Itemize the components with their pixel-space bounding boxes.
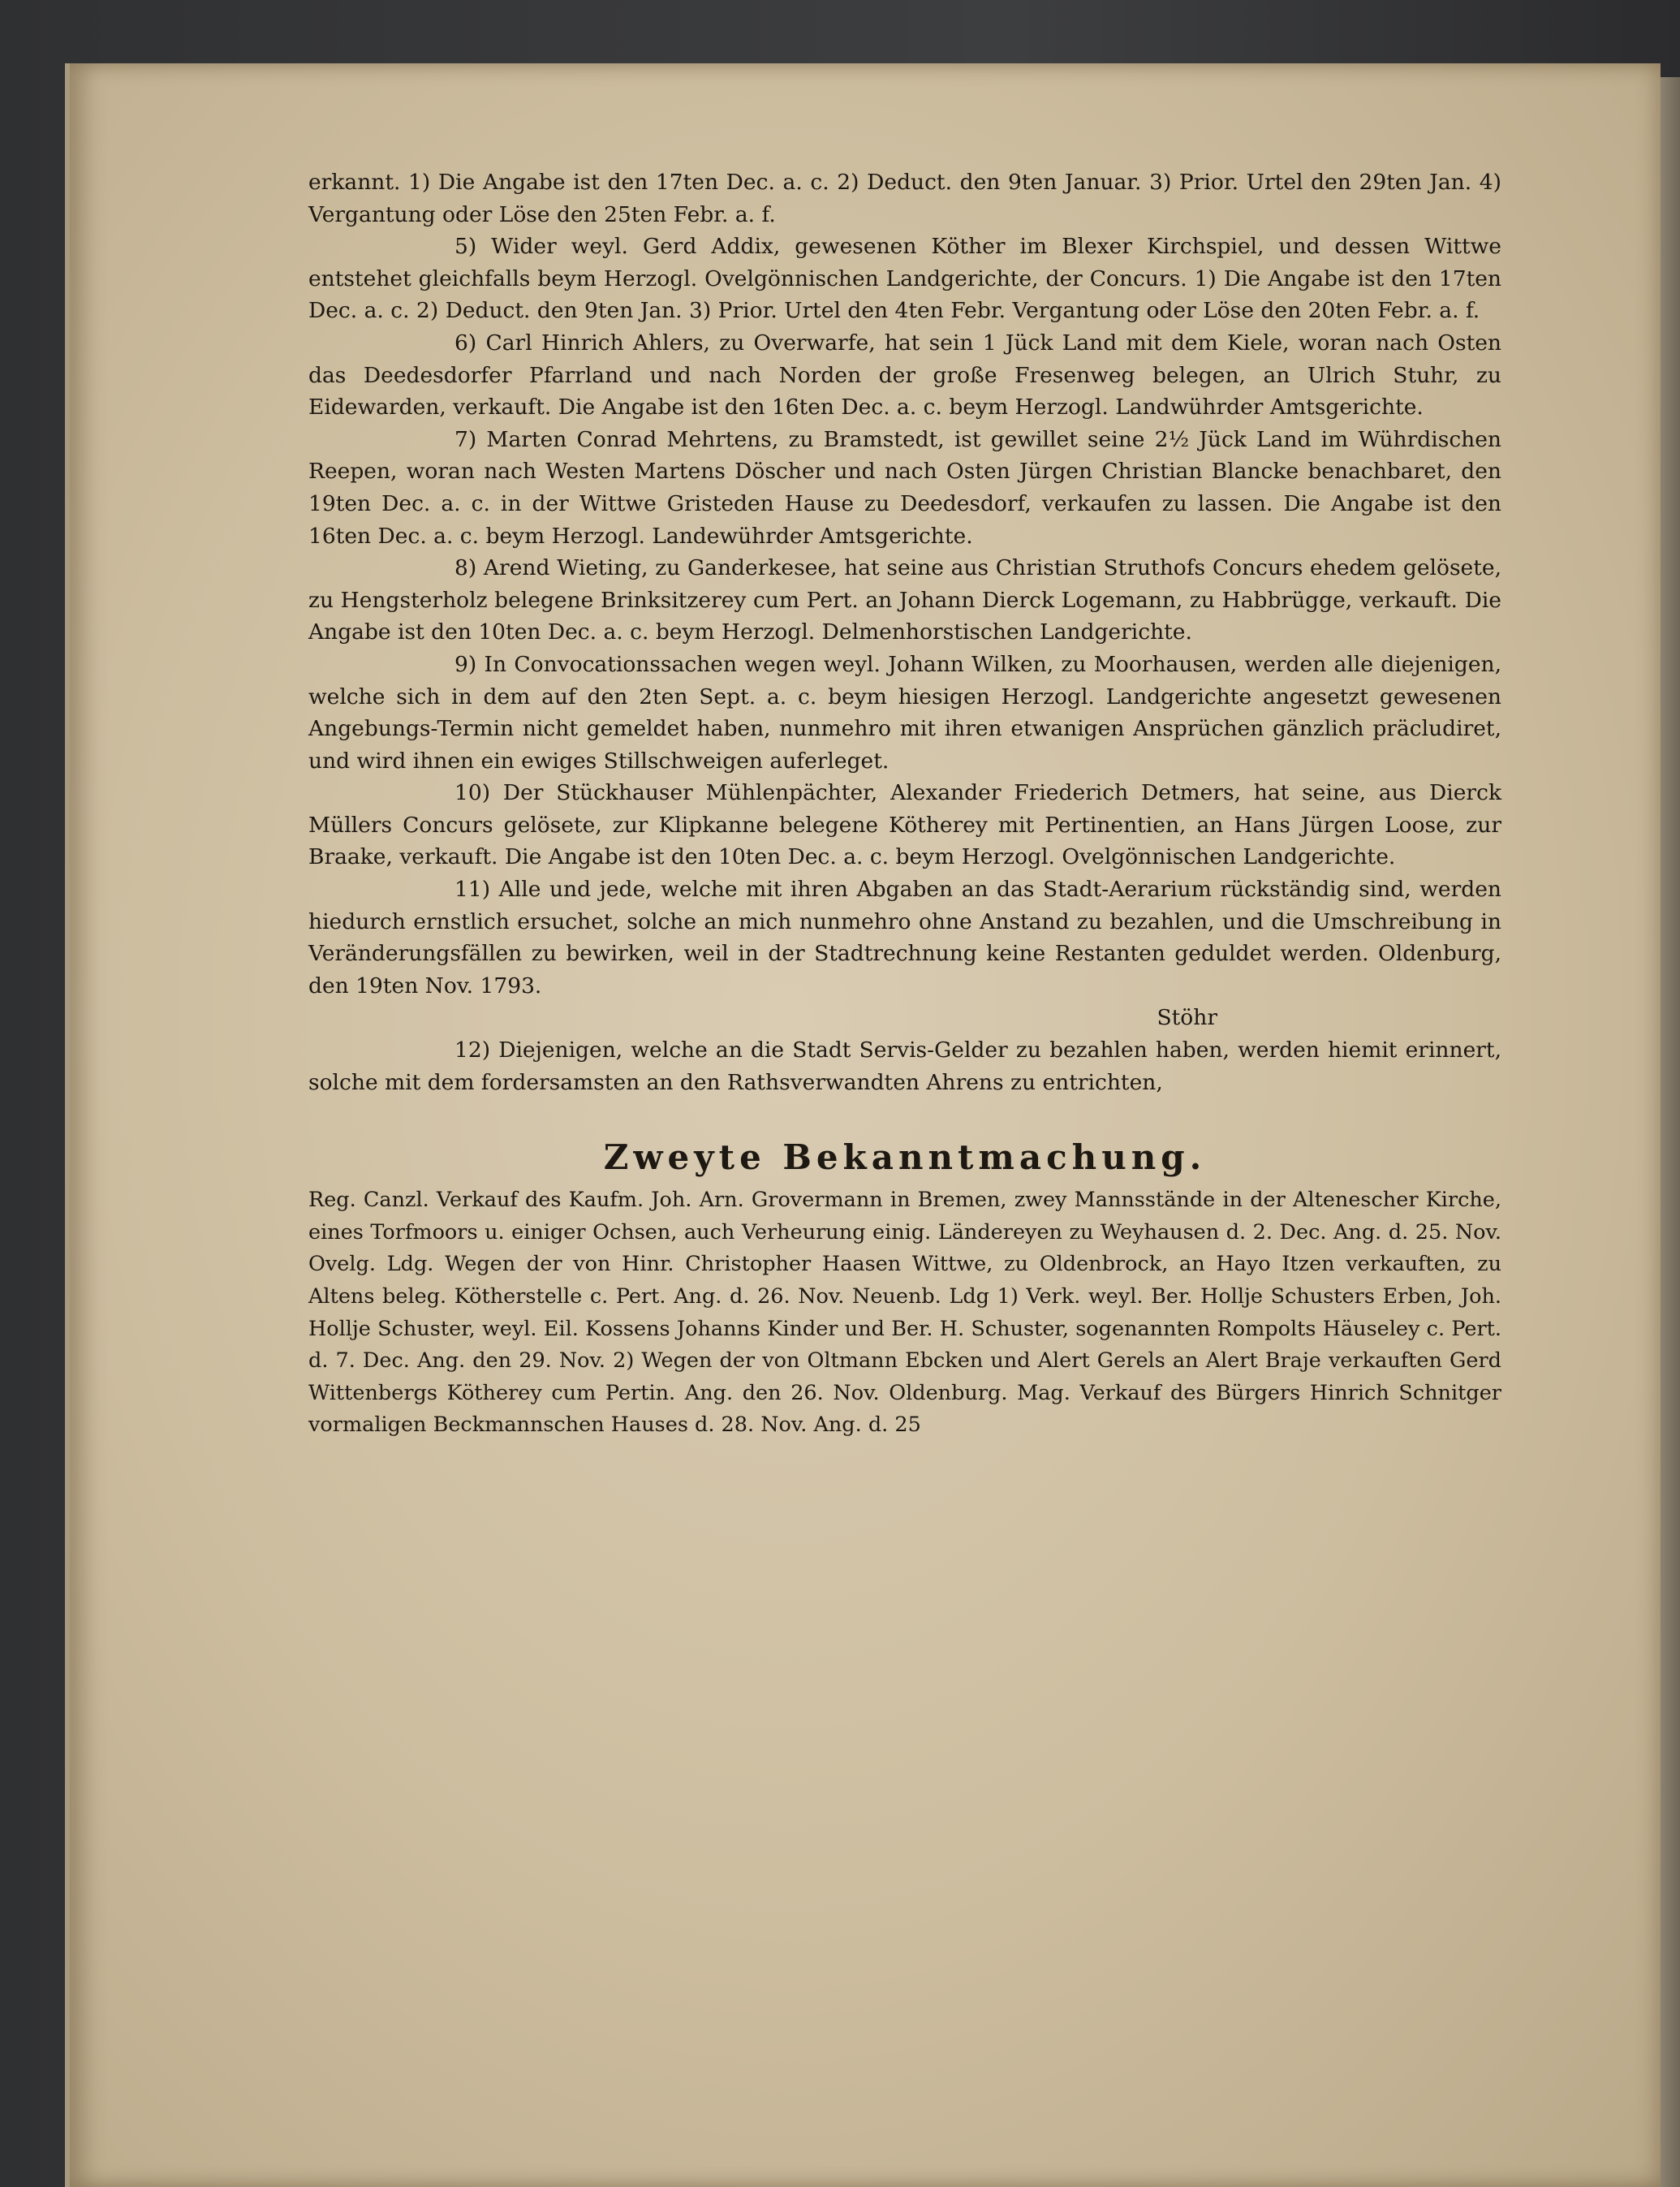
paragraph-7: 7) Marten Conrad Mehrtens, zu Bramstedt, ist gewillet seine 2½ Jück Land im Wührdischen Reepen, woran nach Westen Martens Döscher und nach Osten Jürgen Christian Blancke benachbaret, den 19ten Dec. a. c. in der Wittwe Gristeden Hause zu Deedesdorf, verkaufen zu lassen. Die Angabe ist den 16ten Dec. a. c. beym Herzogl. Landewührder Amtsgerichte. — [308, 426, 1501, 549]
paragraph-continued: erkannt. 1) Die Angabe ist den 17ten Dec. a. c. 2) Deduct. den 9ten Januar. 3) Prior. Urtel den 29ten Jan. 4) Vergantung oder Löse den 25ten Febr. a. f. — [308, 170, 1501, 227]
paragraph-5: 5) Wider weyl. Gerd Addix, gewesenen Köther im Blexer Kirchspiel, und dessen Wittwe entstehet gleichfalls beym Herzogl. Ovelgönnischen Landgerichte, der Concurs. 1) Die Angabe ist den 17ten Dec. a. c. 2) Deduct. den 9ten Jan. 3) Prior. Urtel den 4ten Febr. Vergantung oder Löse den 20ten Febr. a. f. — [308, 234, 1501, 324]
paragraph-6: 6) Carl Hinrich Ahlers, zu Overwarfe, hat sein 1 Jück Land mit dem Kiele, woran nach Osten das Deedesdorfer Pfarrland und nach Norden der große Fresenweg belegen, an Ulrich Stuhr, zu Eidewarden, verkauft. Die Angabe ist den 16ten Dec. a. c. beym Herzogl. Landwührder Amtsgerichte. — [308, 330, 1501, 421]
paragraph-10: 10) Der Stückhauser Mühlenpächter, Alexander Friederich Detmers, hat seine, aus Dierck Müllers Concurs gelösete, zur Klipkanne belegene Kötherey mit Pertinentien, an Hans Jürgen Loose, zur Braake, verkauft. Die Angabe ist den 10ten Dec. a. c. beym Herzogl. Ovelgönnischen Landgerichte. — [308, 780, 1501, 870]
section-heading: Zweyte Bekanntmachung. — [603, 1137, 1207, 1178]
paragraph-12: 12) Diejenigen, welche an die Stadt Servis-Gelder zu bezahlen haben, werden hiemit erinnert, solche mit dem fordersamsten an den Rathsverwandten Ahrens zu entrichten, — [308, 1037, 1501, 1095]
paragraph-8: 8) Arend Wieting, zu Ganderkesee, hat seine aus Christian Struthofs Concurs ehedem gelösete, zu Hengsterholz belegene Brinksitzerey cum Pert. an Johann Dierck Logemann, zu Habbrügge, verkauft. Die Angabe ist den 10ten Dec. a. c. beym Herzogl. Delmenhorstischen Landgerichte. — [308, 555, 1501, 645]
signature: Stöhr — [1157, 1005, 1217, 1031]
announcement-text: Reg. Canzl. Verkauf des Kaufm. Joh. Arn. Grovermann in Bremen, zwey Mannsstände in der Altenescher Kirche, eines Torfmoors u. einiger Ochsen, auch Verheurung einig. Ländereyen zu Weyhausen d. 2. Dec. Ang. d. 25. Nov. Ovelg. Ldg. Wegen der von Hinr. Christopher Haasen Wittwe, zu Oldenbrock, an Hayo Itzen verkauften, zu Altens beleg. Kötherstelle c. Pert. Ang. d. 26. Nov. Neuenb. Ldg 1) Verk. weyl. Ber. Hollje Schusters Erben, Joh. Hollje Schuster, weyl. Eil. Kossens Johanns Kinder und Ber. H. Schuster, sogenannten Rompolts Häuseley c. Pert. d. 7. Dec. Ang. den 29. Nov. 2) Wegen der von Oltmann Ebcken und Alert Gerels an Alert Braje verkauften Gerd Wittenbergs Kötherey cum Pertin. Ang. den 26. Nov. Oldenburg. Mag. Verkauf des Bürgers Hinrich Schnitger vormaligen Beckmannschen Hauses d. 28. Nov. Ang. d. 25 — [308, 1188, 1501, 1438]
paragraph-11: 11) Alle und jede, welche mit ihren Abgaben an das Stadt-Aerarium rückständig sind, werden hiedurch ernstlich ersuchet, solche an mich nunmehro ohne Anstand zu bezahlen, und die Umschreibung in Veränderungsfällen zu bewirken, weil in der Stadtrechnung keine Restanten geduldet werden. Oldenburg, den 19ten Nov. 1793. — [308, 877, 1501, 999]
paragraph-9: 9) In Convocationssachen wegen weyl. Johann Wilken, zu Moorhausen, werden alle diejenigen, welche sich in dem auf den 2ten Sept. a. c. beym hiesigen Herzogl. Landgerichte angesetzt gewesenen Angebungs-Termin nicht gemeldet haben, nunmehro mit ihren etwanigen Ansprüchen gänzlich präcludiret, und wird ihnen ein ewiges Stillschweigen auferleget. — [308, 651, 1501, 774]
page-text — [308, 166, 1501, 1442]
